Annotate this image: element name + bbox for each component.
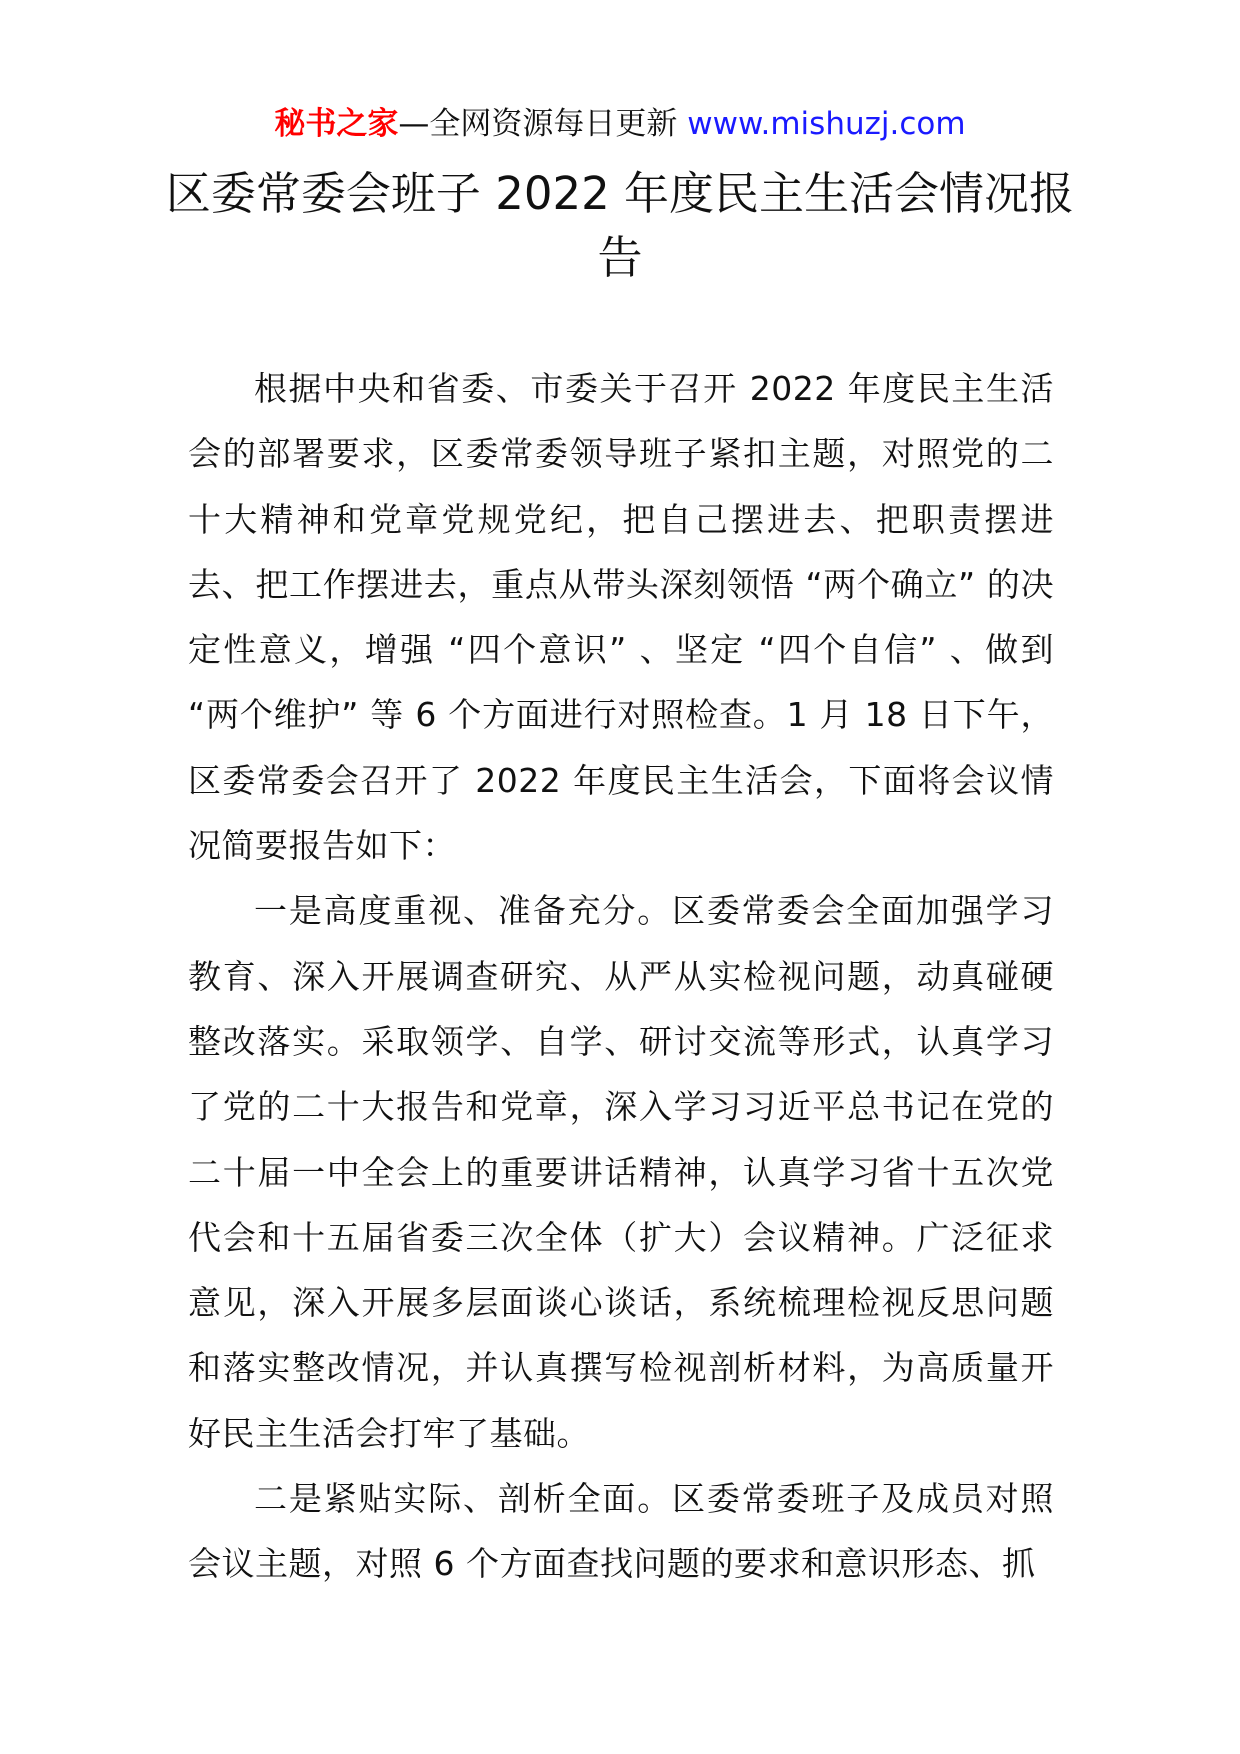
watermark-header xyxy=(0,104,1240,144)
paragraph-point-one: 一是高度重视、准备充分。区委常委会全面加强学习教育、深入开展调查研究、从严从实检视问题，动真碰硬整改落实。采取领学、自学、研讨交流等形式，认真学习了党的二十大报告和党章，深入学习习近平总书记在党的二十届一中全会上的重要讲话精神，认真学习省十五次党代会和十五届省委三次全体（扩大）会议精神。广泛征求意见，深入开展多层面谈心谈话，系统梳理检视反思问题和落实整改情况，并认真撰写检视剖析材料，为高质量开好民主生活会打牢了基础。 xyxy=(188,891,1054,1453)
document-title: 区委常委会班子 2022 年度民主生活会情况报告 xyxy=(165,167,1075,284)
paragraph-point-two: 二是紧贴实际、剖析全面。区委常委班子及成员对照会议主题，对照 6 个方面查找问题的要求和意识形态、抓 xyxy=(188,1479,1054,1584)
watermark-url: www.mishuzj.com xyxy=(687,106,966,142)
paragraph-intro: 根据中央和省委、市委关于召开 2022 年度民主生活会的部署要求，区委常委领导班子紧扣主题，对照党的二十大精神和党章党规党纪，把自己摆进去、把职责摆进去、把工作摆进去，重点从带头深刻领悟 “两个确立” 的决定性意义，增强 “四个意识” 、坚定 “四个自信” 、做到 “两个维护” 等 6 个方面进行对照检查。1 月 18 日下午，区委常委会召开了 2022 年度民主生活会，下面将会议情况简要报告如下： xyxy=(188,369,1055,866)
document-body xyxy=(188,356,1054,1597)
watermark-brand: 秘书之家 xyxy=(274,106,399,142)
watermark-slogan: —全网资源每日更新 xyxy=(398,106,678,142)
